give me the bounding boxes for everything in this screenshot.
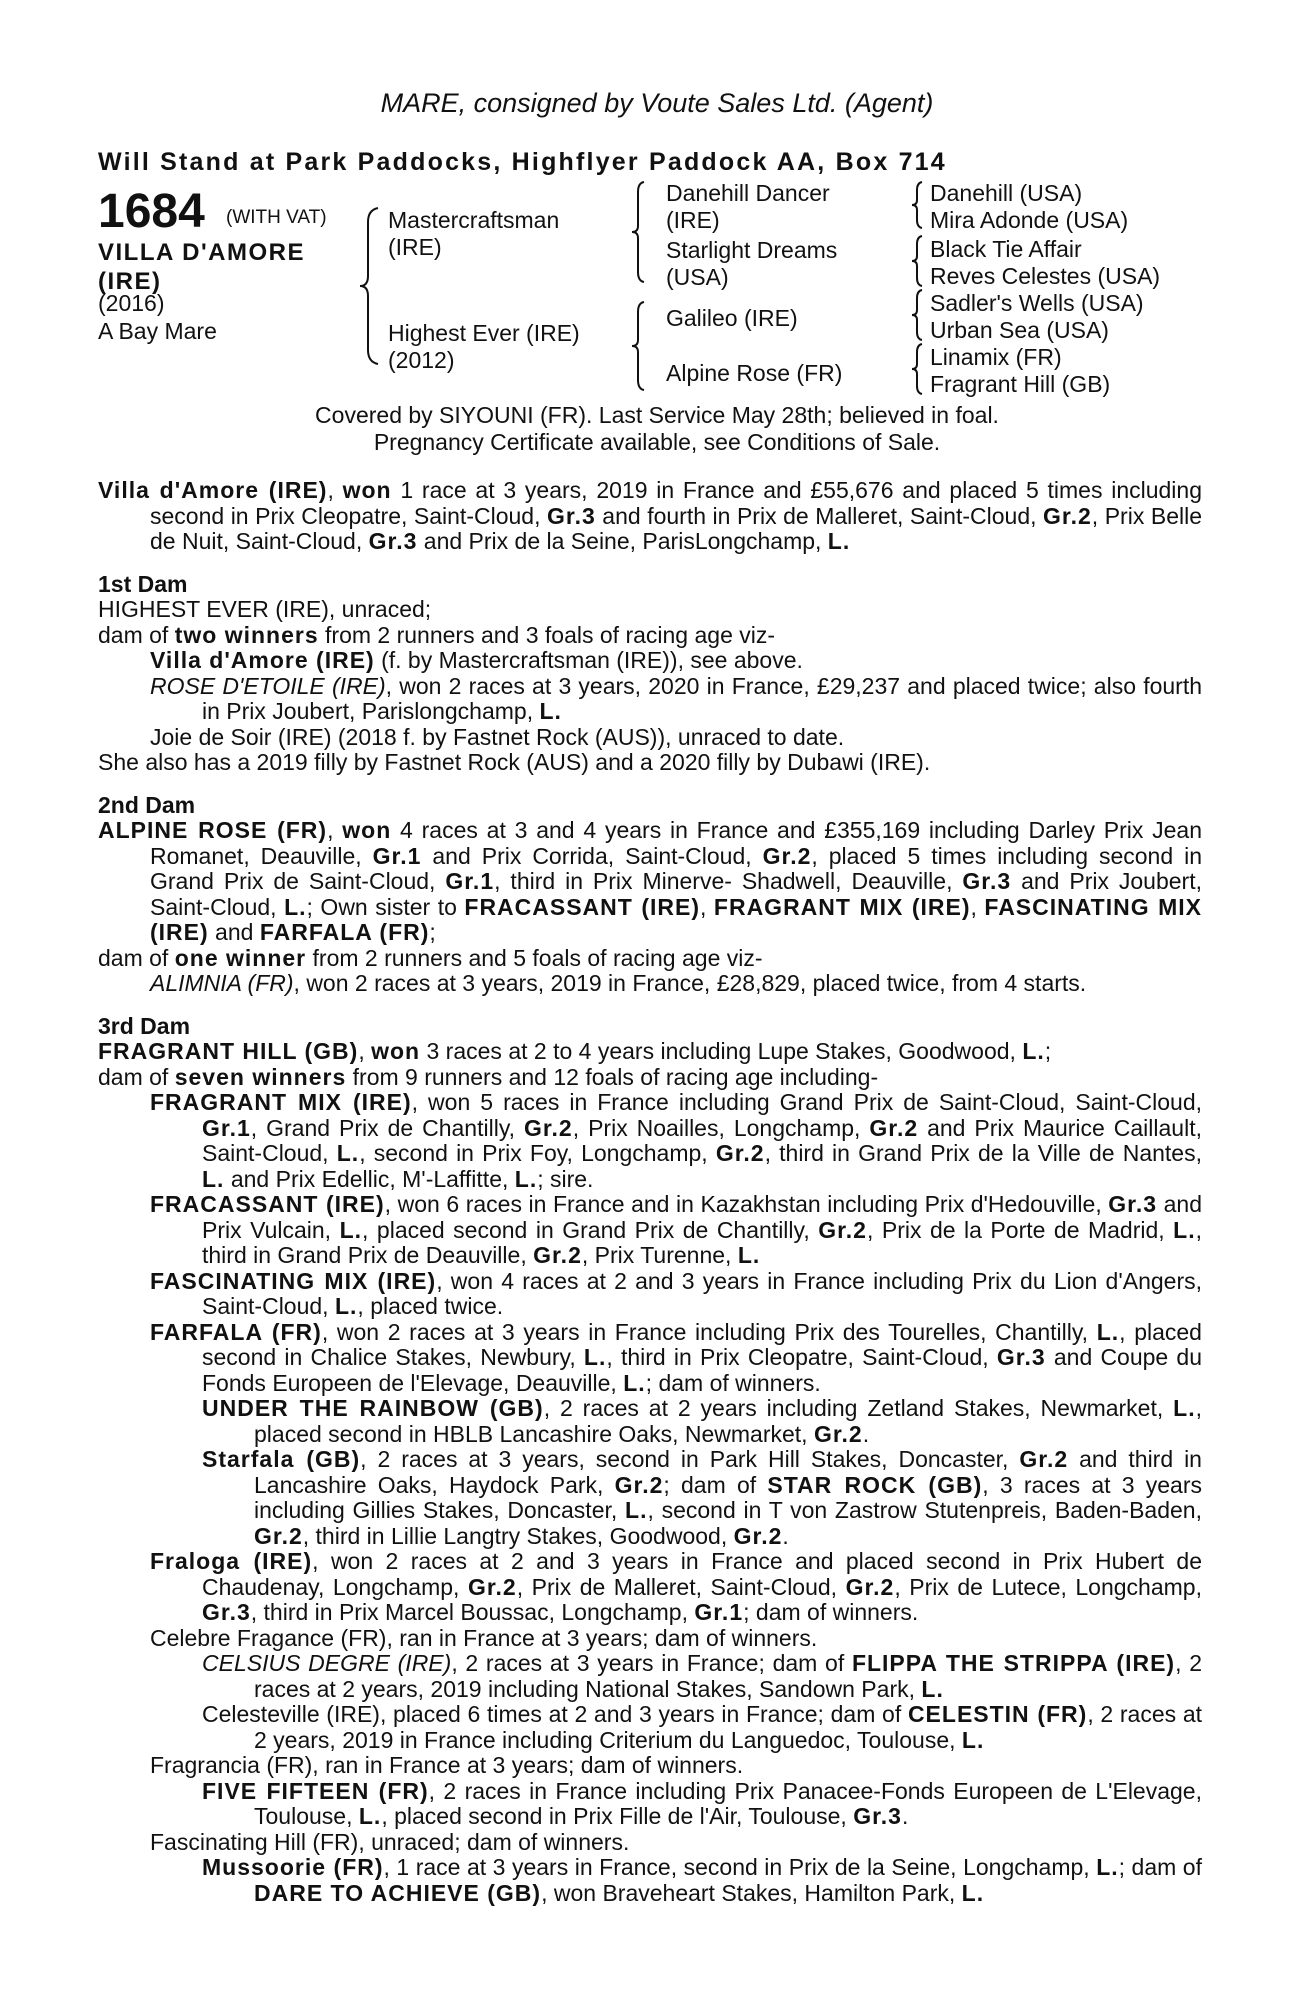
pedigree-dam-dam: Alpine Rose (FR): [666, 360, 843, 386]
pedigree-g3-7: Linamix (FR): [930, 344, 1062, 370]
plain-text: ; sire.: [537, 1165, 594, 1192]
vat-note: (WITH VAT): [226, 207, 327, 228]
section-spacer: [98, 997, 1202, 1014]
plain-text: ;: [1044, 1038, 1052, 1064]
plain-text: Celesteville (IRE), placed 6 times at 2 and 3 years in France; dam of: [202, 1701, 908, 1727]
bold-text: L.: [737, 1242, 761, 1268]
pedigree-g3-5: Sadler's Wells (USA): [930, 290, 1144, 316]
bold-text: L.: [827, 528, 851, 554]
record-line: [98, 725, 1202, 751]
pedigree-dam-sire: Galileo (IRE): [666, 305, 798, 331]
plain-text: ; dam of: [1118, 1854, 1202, 1880]
record-line: [98, 1779, 1202, 1830]
plain-text: ,: [327, 817, 343, 843]
plain-text: dam of: [98, 621, 175, 648]
plain-text: , third in Grand Prix de Deauville,: [202, 1216, 1203, 1268]
plain-text: , third in Lillie Langtry Stakes, Goodwood,: [302, 1522, 734, 1549]
plain-text: , third in Prix Minerve- Shadwell, Deauville,: [494, 868, 963, 894]
plain-text: , Prix Turenne,: [581, 1242, 738, 1268]
bold-text: Gr.2: [467, 1573, 517, 1600]
bold-text: L.: [1022, 1038, 1045, 1064]
bold-text: FRAGRANT MIX (IRE): [150, 1089, 412, 1115]
bold-text: L.: [1173, 1216, 1196, 1243]
horse-year: (2016): [98, 290, 165, 316]
bold-text: Gr.2: [818, 1216, 867, 1243]
plain-text: from 2 runners and 3 foals of racing age viz-: [318, 621, 776, 648]
bold-text: L.: [539, 698, 562, 724]
record-line: [98, 1065, 1202, 1091]
pedigree-brace-g3-3: [910, 288, 924, 342]
plain-text: and Prix Edellic, M'-Laffitte,: [224, 1165, 515, 1192]
plain-text: , third in Prix Marcel Boussac, Longchamp,: [250, 1599, 695, 1625]
plain-text: 4 races at 3 and 4 years in France and £355,169 including Darley Prix Jean Romanet, Deauville,: [150, 817, 1203, 869]
plain-text: , 2 races at 2 years, 2019 including National Stakes, Sandown Park,: [254, 1650, 1202, 1702]
italic-text: ALIMNIA (FR): [150, 970, 294, 996]
plain-text: ; Own sister to: [306, 893, 465, 920]
bold-text: L.: [1096, 1318, 1120, 1345]
bold-text: CELESTIN (FR): [907, 1701, 1088, 1727]
bold-text: L.: [961, 1879, 985, 1906]
bold-text: Gr.2: [762, 842, 812, 869]
bold-text: Mussoorie (FR): [202, 1854, 384, 1880]
plain-text: and Prix Joubert, Saint-Cloud,: [150, 868, 1203, 920]
covered-text: Covered by SIYOUNI (FR). Last Service May 28th; believed in foal. Pregnancy Certificate available, see Conditions of Sale.: [315, 402, 999, 455]
bold-text: Gr.3: [1108, 1191, 1158, 1217]
plain-text: Fascinating Hill (FR), unraced; dam of winners.: [150, 1828, 630, 1855]
plain-text: 3 races at 2 to 4 years including Lupe Stakes, Goodwood,: [420, 1038, 1023, 1064]
record-line: [98, 1626, 1202, 1652]
bold-text: won: [371, 1038, 421, 1064]
pedigree-brace-sire: [630, 180, 646, 284]
plain-text: and Prix Corrida, Saint-Cloud,: [421, 842, 763, 869]
record-line: [98, 1396, 1202, 1447]
record-line: [98, 1753, 1202, 1779]
horse-description: A Bay Mare: [98, 318, 217, 344]
plain-text: , 2 races in France including Prix Panacee-Fonds Europeen de L'Elevage, Toulouse,: [254, 1777, 1202, 1829]
bold-text: Gr.2: [813, 1420, 863, 1447]
record-line: [98, 478, 1202, 555]
page-title: MARE, consigned by Voute Sales Ltd. (Agent): [380, 88, 934, 118]
record-line: [98, 1269, 1202, 1320]
pedigree-g3-2: Mira Adonde (USA): [930, 207, 1129, 233]
bold-text: Gr.1: [202, 1114, 251, 1141]
record-line: [98, 1549, 1202, 1626]
bold-text: FASCINATING MIX (IRE): [150, 893, 1203, 945]
plain-text: , won 4 races at 2 and 3 years in France including Prix du Lion d'Angers, Saint-Cloud,: [202, 1267, 1202, 1319]
bold-text: L.: [514, 1165, 538, 1192]
plain-text: , 2 races at 2 years including Zetland Stakes, Newmarket,: [543, 1395, 1174, 1421]
plain-text: and: [208, 919, 260, 945]
pedigree-g3-3: Black Tie Affair: [930, 236, 1082, 262]
pedigree-brace-g3-4: [910, 342, 924, 396]
section-spacer: [98, 776, 1202, 793]
bold-text: L.: [336, 1140, 360, 1166]
plain-text: , won 5 races in France including Grand Prix de Saint-Cloud, Saint-Cloud,: [411, 1089, 1202, 1115]
record-line: [98, 674, 1202, 725]
record-line: [98, 818, 1202, 946]
section-heading: 1st Dam: [98, 570, 188, 597]
plain-text: and Prix Vulcain,: [202, 1191, 1202, 1243]
record-line: [98, 971, 1202, 997]
pedigree-dam: Highest Ever (IRE) (2012): [388, 320, 580, 373]
bold-text: FRAGRANT MIX (IRE): [713, 893, 971, 920]
pedigree-brace-dam: [630, 300, 646, 392]
italic-text: CELSIUS DEGRE (IRE): [202, 1650, 452, 1676]
bold-text: L.: [961, 1726, 985, 1753]
bold-text: L.: [1096, 1854, 1119, 1880]
bold-text: seven winners: [174, 1063, 347, 1090]
italic-text: ROSE D'ETOILE (IRE): [150, 672, 386, 699]
bold-text: STAR ROCK (GB): [767, 1471, 983, 1498]
bold-text: Gr.2: [869, 1114, 919, 1141]
bold-text: L.: [358, 1803, 382, 1829]
plain-text: , second in T von Zastrow Stutenpreis, Baden-Baden,: [647, 1497, 1202, 1523]
bold-text: Gr.2: [733, 1522, 783, 1549]
bold-text: L.: [583, 1344, 607, 1370]
plain-text: She also has a 2019 filly by Fastnet Rock (AUS) and a 2020 filly by Dubawi (IRE).: [98, 749, 931, 775]
bold-text: DARE TO ACHIEVE (GB): [254, 1879, 542, 1906]
record-line: [98, 1090, 1202, 1192]
plain-text: , placed twice.: [357, 1293, 504, 1319]
bold-text: Gr.2: [254, 1522, 303, 1549]
bold-text: Villa d'Amore (IRE): [98, 477, 328, 503]
plain-text: .: [862, 1420, 870, 1447]
pedigree-sire-dam: Starlight Dreams (USA): [666, 237, 838, 290]
plain-text: from 2 runners and 5 foals of racing age viz-: [306, 944, 763, 971]
plain-text: HIGHEST EVER (IRE), unraced;: [98, 596, 432, 622]
plain-text: ;: [429, 919, 436, 945]
bold-text: L.: [921, 1675, 944, 1702]
pedigree-brace-g3-2: [910, 234, 924, 288]
plain-text: ; dam of winners.: [743, 1599, 919, 1625]
plain-text: , 2 races at 3 years in France; dam of: [451, 1650, 852, 1676]
produce-record: [98, 478, 1202, 1906]
pedigree-sire: Mastercraftsman (IRE): [388, 207, 560, 260]
bold-text: Gr.3: [853, 1803, 902, 1829]
record-line: [98, 1447, 1202, 1549]
bold-text: Gr.3: [996, 1344, 1046, 1370]
bold-text: won: [342, 477, 392, 503]
bold-text: L.: [339, 1216, 363, 1243]
bold-text: Gr.2: [523, 1114, 573, 1141]
plain-text: , won Braveheart Stakes, Hamilton Park,: [541, 1879, 962, 1906]
record-line: [98, 1830, 1202, 1856]
record-line: [98, 1039, 1202, 1065]
bold-text: Gr.3: [962, 868, 1012, 894]
bold-text: Gr.1: [372, 842, 422, 869]
bold-text: Gr.2: [1043, 502, 1092, 529]
bold-text: two winners: [174, 621, 319, 648]
plain-text: ; dam of winners.: [645, 1369, 821, 1396]
bold-text: FARFALA (FR): [150, 1318, 322, 1345]
plain-text: and Coupe du Fonds Europeen de l'Elevage, Deauville,: [202, 1344, 1203, 1396]
bold-text: UNDER THE RAINBOW (GB): [202, 1395, 544, 1421]
bold-text: Gr.1: [694, 1599, 744, 1625]
pedigree-g3-1: Danehill (USA): [930, 180, 1083, 206]
record-line: [98, 946, 1202, 972]
plain-text: , won 2 races at 3 years, 2019 in France, £28,829, placed twice, from 4 starts.: [293, 970, 1087, 996]
plain-text: and Prix de la Seine, ParisLongchamp,: [417, 528, 828, 554]
bold-text: Gr.2: [1019, 1446, 1069, 1472]
pedigree-g3-6: Urban Sea (USA): [930, 317, 1109, 343]
pedigree-sire-sire: Danehill Dancer (IRE): [666, 180, 830, 233]
plain-text: , placed second in Chalice Stakes, Newbury,: [202, 1318, 1202, 1370]
plain-text: , won 6 races in France and in Kazakhstan including Prix d'Hedouville,: [384, 1191, 1109, 1217]
plain-text: , 3 races at 3 years including Gillies Stakes, Doncaster,: [254, 1471, 1202, 1523]
plain-text: .: [782, 1522, 789, 1549]
bold-text: Gr.2: [533, 1242, 582, 1268]
bold-text: L.: [1173, 1395, 1196, 1421]
plain-text: ,: [700, 893, 714, 920]
plain-text: , third in Prix Cleopatre, Saint-Cloud,: [606, 1344, 997, 1370]
plain-text: , placed second in Prix Fille de l'Air, Toulouse,: [381, 1803, 854, 1829]
plain-text: , second in Prix Foy, Longchamp,: [359, 1140, 716, 1166]
bold-text: Gr.2: [845, 1573, 895, 1600]
plain-text: , Prix Noailles, Longchamp,: [572, 1114, 870, 1141]
lot-number: 1684: [98, 185, 205, 238]
plain-text: and fourth in Prix de Malleret, Saint-Cloud,: [595, 502, 1044, 529]
bold-text: ALPINE ROSE (FR): [98, 817, 328, 843]
pedigree-g3-4: Reves Celestes (USA): [930, 263, 1161, 289]
plain-text: ,: [327, 477, 343, 503]
plain-text: dam of: [98, 944, 175, 971]
plain-text: , placed second in HBLB Lancashire Oaks, Newmarket,: [254, 1395, 1202, 1447]
plain-text: , won 2 races at 2 and 3 years in France and placed second in Prix Hubert de Chaudenay, Longchamp,: [202, 1548, 1202, 1600]
bold-text: L.: [202, 1165, 225, 1192]
bold-text: Starfala (GB): [202, 1446, 361, 1472]
record-line: [98, 648, 1202, 674]
plain-text: , placed 5 times including second in Grand Prix de Saint-Cloud,: [150, 842, 1202, 894]
plain-text: ,: [358, 1038, 372, 1064]
bold-text: Gr.2: [715, 1140, 765, 1166]
bold-text: Fraloga (IRE): [150, 1548, 313, 1574]
bold-text: FRACASSANT (IRE): [150, 1191, 385, 1217]
plain-text: and Prix Maurice Caillault, Saint-Cloud,: [202, 1114, 1202, 1166]
plain-text: , 2 races at 2 years, 2019 in France including Criterium du Languedoc, Toulouse,: [254, 1701, 1202, 1753]
plain-text: (f. by Mastercraftsman (IRE)), see above.: [374, 647, 803, 673]
stand-location: Will Stand at Park Paddocks, Highflyer Paddock AA, Box 714: [98, 148, 947, 176]
record-line: [98, 1651, 1202, 1702]
plain-text: from 9 runners and 12 foals of racing age including-: [346, 1063, 879, 1090]
plain-text: Fragrancia (FR), ran in France at 3 years; dam of winners.: [150, 1752, 744, 1778]
bold-text: Gr.3: [202, 1599, 251, 1625]
record-line: [98, 1320, 1202, 1397]
bold-text: L.: [284, 893, 307, 920]
bold-text: L.: [334, 1293, 358, 1319]
bold-text: FASCINATING MIX (IRE): [150, 1267, 437, 1294]
bold-text: Gr.3: [368, 528, 418, 554]
plain-text: , Grand Prix de Chantilly,: [250, 1114, 524, 1141]
bold-text: FARFALA (FR): [259, 919, 430, 945]
bold-text: FRAGRANT HILL (GB): [98, 1038, 359, 1064]
plain-text: , won 2 races at 3 years in France including Prix des Tourelles, Chantilly,: [321, 1318, 1097, 1345]
bold-text: Gr.2: [614, 1471, 664, 1498]
record-line: [98, 597, 1202, 623]
plain-text: , Prix de Malleret, Saint-Cloud,: [516, 1573, 846, 1600]
record-line: [98, 623, 1202, 649]
plain-text: ; dam of: [663, 1471, 768, 1498]
horse-name: VILLA D'AMORE (IRE): [98, 239, 305, 295]
plain-text: 1 race at 3 years, 2019 in France and £55,676 and placed 5 times including second in Prix Cleopatre, Saint-Cloud,: [150, 477, 1203, 529]
plain-text: and third in Lancashire Oaks, Haydock Park,: [254, 1446, 1202, 1498]
record-line: [98, 750, 1202, 776]
bold-text: FLIPPA THE STRIPPA (IRE): [851, 1650, 1176, 1676]
covered-note: [0, 402, 1314, 456]
plain-text: ,: [970, 893, 985, 920]
section-heading: 3rd Dam: [98, 1012, 191, 1039]
plain-text: , Prix de Lutece, Longchamp,: [894, 1573, 1202, 1600]
pedigree-brace-g3-1: [910, 180, 924, 230]
record-line: [98, 1192, 1202, 1269]
plain-text: dam of: [98, 1063, 175, 1090]
bold-text: L.: [625, 1497, 648, 1523]
bold-text: won: [342, 817, 392, 843]
plain-text: , Prix Belle de Nuit, Saint-Cloud,: [150, 502, 1202, 554]
section-spacer: [98, 555, 1202, 572]
pedigree-g3-8: Fragrant Hill (GB): [930, 371, 1111, 397]
plain-text: , Prix de la Porte de Madrid,: [866, 1216, 1174, 1243]
bold-text: Gr.1: [445, 868, 495, 894]
bold-text: Gr.3: [547, 502, 596, 529]
plain-text: , 1 race at 3 years in France, second in Prix de la Seine, Longchamp,: [383, 1854, 1097, 1880]
plain-text: .: [901, 1803, 909, 1829]
bold-text: one winner: [174, 944, 307, 971]
plain-text: Joie de Soir (IRE) (2018 f. by Fastnet Rock (AUS)), unraced to date.: [150, 723, 845, 750]
plain-text: , 2 races at 3 years, second in Park Hill Stakes, Doncaster,: [360, 1446, 1020, 1472]
bold-text: L.: [623, 1369, 646, 1396]
bold-text: FRACASSANT (IRE): [464, 893, 700, 920]
plain-text: , placed second in Grand Prix de Chantilly,: [362, 1216, 819, 1243]
pedigree-brace-main: [358, 206, 380, 366]
record-line: [98, 1702, 1202, 1753]
plain-text: , won 2 races at 3 years, 2020 in France, £29,237 and placed twice; also fourth in Prix Joubert, Parislongchamp,: [202, 672, 1203, 724]
record-line: [98, 1855, 1202, 1906]
plain-text: Celebre Fragance (FR), ran in France at 3 years; dam of winners.: [150, 1624, 818, 1651]
plain-text: , third in Grand Prix de la Ville de Nantes,: [764, 1140, 1202, 1166]
bold-text: Villa d'Amore (IRE): [150, 647, 375, 673]
section-heading: 2nd Dam: [98, 791, 196, 818]
bold-text: FIVE FIFTEEN (FR): [202, 1777, 429, 1804]
